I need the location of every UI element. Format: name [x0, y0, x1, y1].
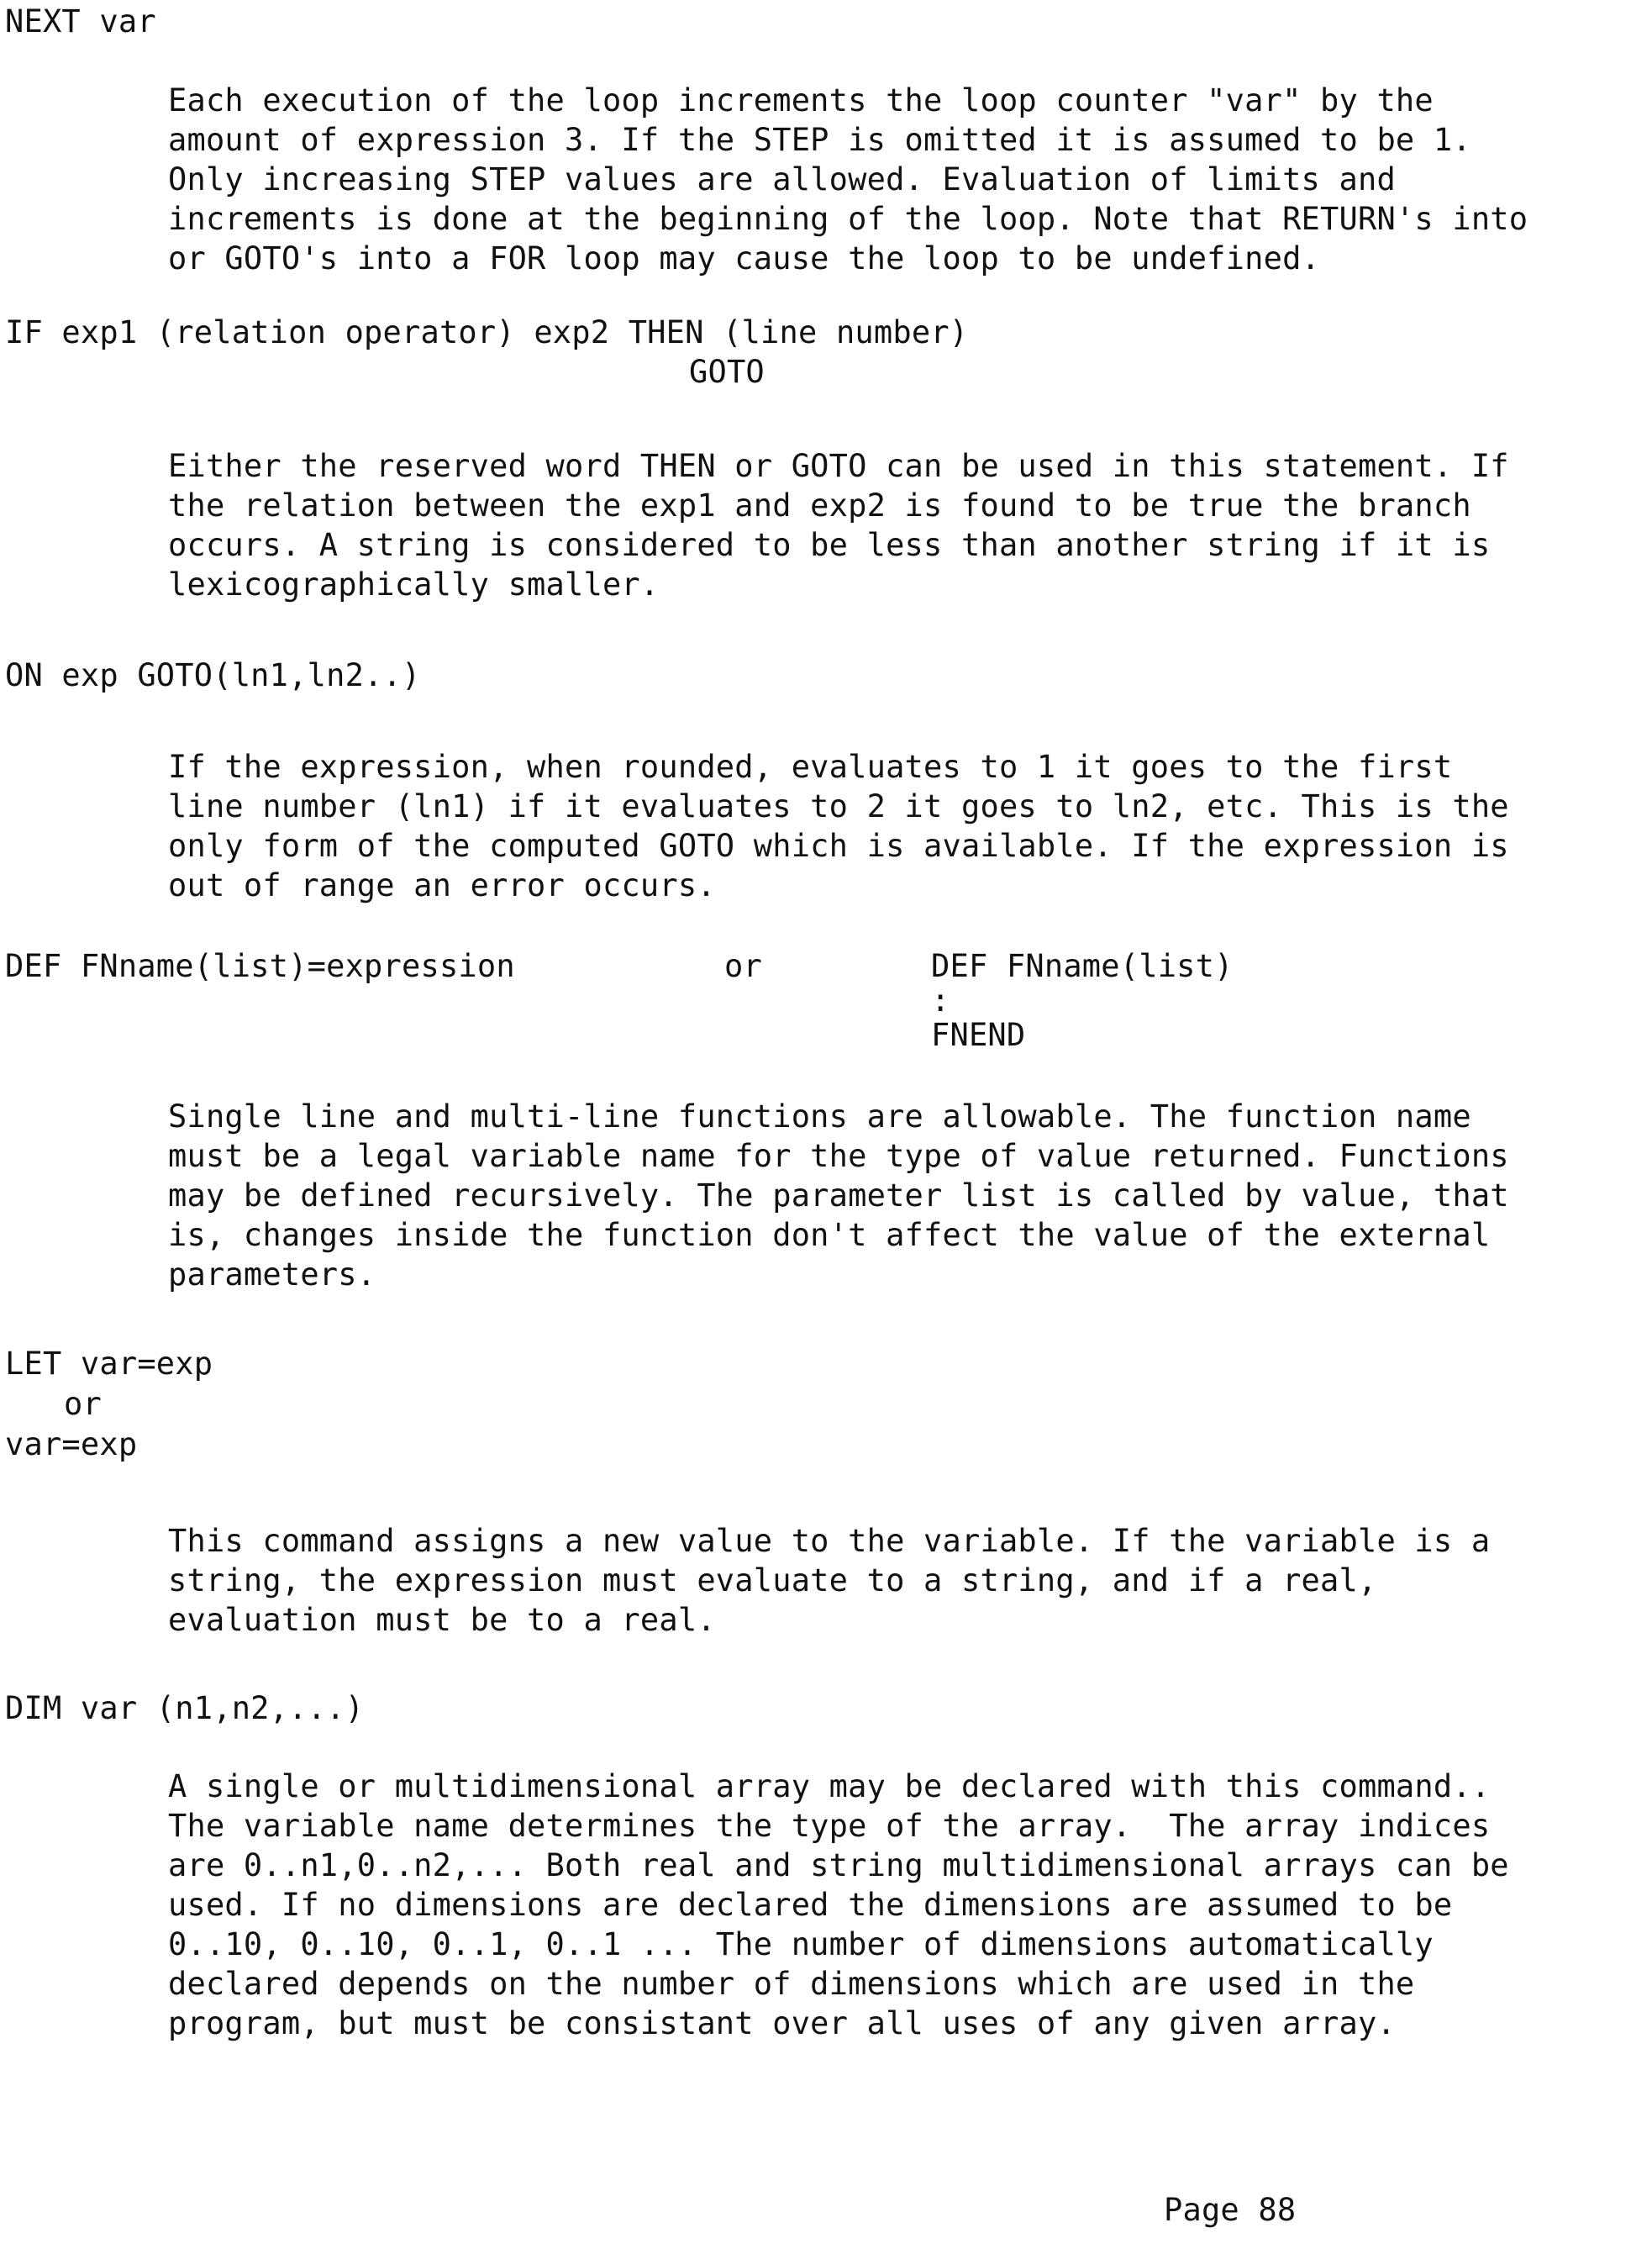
dim-desc-line: are 0..n1,0..n2,... Both real and string multidimensional arrays can be	[168, 1847, 1509, 1883]
def-colon: :	[931, 982, 950, 1019]
let-or: or	[64, 1386, 102, 1422]
on-goto-desc-line: out of range an error occurs.	[168, 867, 716, 903]
def-desc-line: is, changes inside the function don't affect the value of the external	[168, 1217, 1491, 1253]
dim-desc-line: declared depends on the number of dimensions which are used in the	[168, 1966, 1415, 2002]
on-goto-desc-line: If the expression, when rounded, evaluates to 1 it goes to the first	[168, 749, 1453, 785]
def-desc-line: Single line and multi-line functions are allowable. The function name	[168, 1098, 1471, 1135]
dim-desc-line: 0..10, 0..10, 0..1, 0..1 ... The number of dimensions automatically	[168, 1926, 1434, 1962]
next-desc-line: Only increasing STEP values are allowed. Evaluation of limits and	[168, 161, 1396, 198]
if-syntax-goto: GOTO	[689, 354, 765, 390]
def-syntax-multi: DEF FNname(list)	[931, 948, 1234, 984]
dim-desc-line: The variable name determines the type of the array. The array indices	[168, 1808, 1491, 1844]
dim-desc-line: used. If no dimensions are declared the dimensions are assumed to be	[168, 1887, 1453, 1923]
def-or: or	[724, 948, 762, 984]
let-desc-line: This command assigns a new value to the variable. If the variable is a	[168, 1523, 1491, 1559]
def-desc-line: must be a legal variable name for the type of value returned. Functions	[168, 1138, 1509, 1174]
if-desc-line: lexicographically smaller.	[168, 566, 660, 603]
page-number: Page 88	[1164, 2192, 1297, 2228]
dim-syntax: DIM var (n1,n2,...)	[5, 1690, 365, 1726]
if-desc-line: occurs. A string is considered to be less than another string if it is	[168, 527, 1491, 563]
dim-desc-line: A single or multidimensional array may be declared with this command..	[168, 1768, 1491, 1804]
let-desc-line: evaluation must be to a real.	[168, 1602, 716, 1638]
next-syntax: NEXT var	[5, 3, 156, 40]
next-desc-line: or GOTO's into a FOR loop may cause the loop to be undefined.	[168, 240, 1321, 277]
let-syntax-implicit: var=exp	[5, 1426, 138, 1462]
def-fnend: FNEND	[931, 1017, 1026, 1053]
if-syntax: IF exp1 (relation operator) exp2 THEN (line number)	[5, 314, 969, 350]
dim-desc-line: program, but must be consistant over all uses of any given array.	[168, 2005, 1396, 2041]
let-syntax: LET var=exp	[5, 1346, 213, 1382]
def-desc-line: parameters.	[168, 1256, 376, 1293]
on-goto-desc-line: only form of the computed GOTO which is available. If the expression is	[168, 828, 1509, 864]
let-desc-line: string, the expression must evaluate to a string, and if a real,	[168, 1562, 1377, 1599]
def-syntax-single: DEF FNname(list)=expression	[5, 948, 515, 984]
def-desc-line: may be defined recursively. The parameter list is called by value, that	[168, 1177, 1509, 1214]
if-desc-line: the relation between the exp1 and exp2 is found to be true the branch	[168, 487, 1471, 524]
on-goto-syntax: ON exp GOTO(ln1,ln2..)	[5, 657, 421, 693]
next-desc-line: amount of expression 3. If the STEP is omitted it is assumed to be 1.	[168, 122, 1471, 158]
if-desc-line: Either the reserved word THEN or GOTO can be used in this statement. If	[168, 448, 1509, 484]
next-desc-line: Each execution of the loop increments the loop counter "var" by the	[168, 82, 1434, 119]
next-desc-line: increments is done at the beginning of the loop. Note that RETURN's into	[168, 201, 1528, 237]
on-goto-desc-line: line number (ln1) if it evaluates to 2 it goes to ln2, etc. This is the	[168, 788, 1509, 824]
